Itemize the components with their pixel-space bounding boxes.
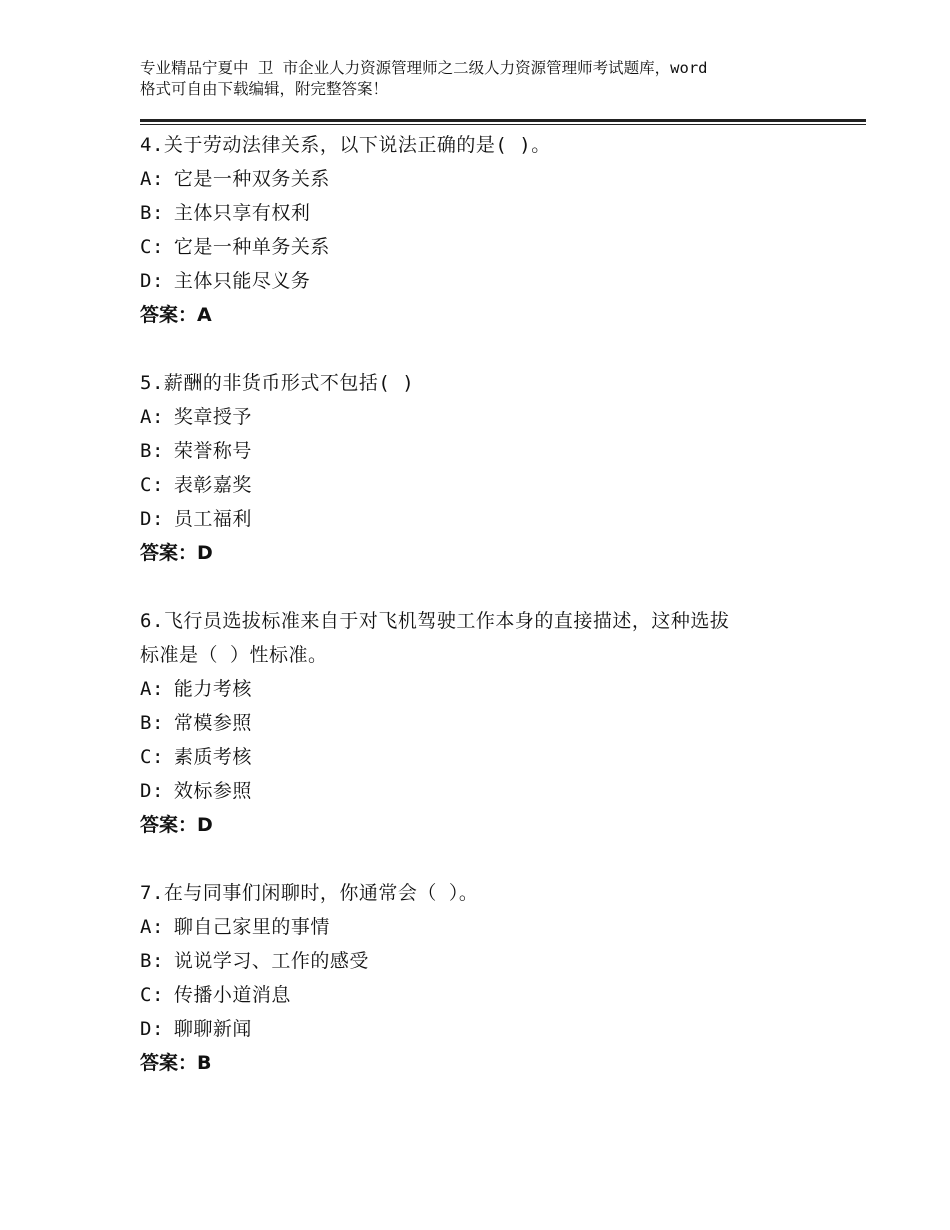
- option-separator: :: [151, 780, 164, 802]
- option-text: 素质考核: [173, 746, 252, 768]
- question-stem: 标准是（ ）性标准。: [140, 644, 328, 666]
- option-text: 它是一种双务关系: [173, 168, 330, 190]
- answer-option: [140, 468, 866, 502]
- answer-option: [140, 162, 866, 196]
- option-key: C: [140, 236, 152, 258]
- option-text: 常模参照: [173, 712, 252, 734]
- option-key: C: [140, 746, 152, 768]
- question-item: [140, 604, 866, 842]
- option-separator: :: [151, 746, 164, 768]
- option-text: 说说学习、工作的感受: [173, 950, 369, 972]
- option-separator: :: [151, 508, 164, 530]
- answer-option: [140, 502, 866, 536]
- answer-option: [140, 672, 866, 706]
- question-item: [140, 366, 866, 570]
- option-separator: :: [151, 270, 164, 292]
- answer-label: 答案：: [140, 1052, 198, 1074]
- option-key: D: [140, 780, 152, 802]
- option-key: B: [140, 440, 152, 462]
- answer-line: [140, 1046, 866, 1080]
- option-key: A: [140, 916, 152, 938]
- answer-option: [140, 944, 866, 978]
- question-list: [140, 128, 866, 1114]
- option-separator: :: [151, 678, 164, 700]
- option-key: C: [140, 474, 152, 496]
- answer-option: [140, 1012, 866, 1046]
- option-text: 员工福利: [173, 508, 252, 530]
- option-text: 效标参照: [173, 780, 252, 802]
- option-separator: :: [151, 406, 164, 428]
- answer-label: 答案：: [140, 304, 198, 326]
- option-separator: :: [151, 168, 164, 190]
- option-text: 聊聊新闻: [173, 1018, 252, 1040]
- option-text: 荣誉称号: [173, 440, 252, 462]
- answer-option: [140, 196, 866, 230]
- answer-line: [140, 536, 866, 570]
- option-text: 传播小道消息: [173, 984, 291, 1006]
- option-separator: :: [151, 474, 164, 496]
- answer-label: 答案：: [140, 814, 198, 836]
- option-key: B: [140, 950, 152, 972]
- option-separator: :: [151, 950, 164, 972]
- option-separator: :: [151, 440, 164, 462]
- header-divider-thin: [140, 124, 866, 125]
- answer-option: [140, 774, 866, 808]
- option-key: B: [140, 202, 152, 224]
- answer-option: [140, 400, 866, 434]
- option-text: 主体只享有权利: [173, 202, 311, 224]
- option-text: 能力考核: [173, 678, 252, 700]
- question-item: [140, 876, 866, 1080]
- answer-value: B: [197, 1052, 212, 1074]
- option-key: A: [140, 678, 152, 700]
- option-key: A: [140, 168, 152, 190]
- option-text: 聊自己家里的事情: [173, 916, 330, 938]
- header-divider-thick: [140, 119, 866, 122]
- option-separator: :: [151, 916, 164, 938]
- question-stem: 4.关于劳动法律关系，以下说法正确的是( )。: [140, 134, 551, 156]
- answer-line: [140, 808, 866, 842]
- option-separator: :: [151, 236, 164, 258]
- answer-value: A: [197, 304, 212, 326]
- option-key: D: [140, 1018, 152, 1040]
- document-header: [140, 58, 830, 100]
- option-text: 它是一种单务关系: [173, 236, 330, 258]
- option-key: D: [140, 508, 152, 530]
- option-separator: :: [151, 1018, 164, 1040]
- option-key: C: [140, 984, 152, 1006]
- option-key: A: [140, 406, 152, 428]
- answer-value: D: [197, 814, 213, 836]
- answer-option: [140, 740, 866, 774]
- option-text: 主体只能尽义务: [173, 270, 311, 292]
- answer-option: [140, 706, 866, 740]
- header-line-1: 专业精品宁夏中 卫 市企业人力资源管理师之二级人力资源管理师考试题库，word: [140, 59, 708, 77]
- answer-option: [140, 230, 866, 264]
- option-key: B: [140, 712, 152, 734]
- header-line-2: 格式可自由下载编辑，附完整答案！: [140, 80, 389, 98]
- option-text: 奖章授予: [173, 406, 252, 428]
- answer-option: [140, 434, 866, 468]
- option-key: D: [140, 270, 152, 292]
- option-separator: :: [151, 202, 164, 224]
- answer-value: D: [197, 542, 213, 564]
- answer-option: [140, 910, 866, 944]
- question-stem: 6.飞行员选拔标准来自于对飞机驾驶工作本身的直接描述，这种选拔: [140, 610, 730, 632]
- option-text: 表彰嘉奖: [173, 474, 252, 496]
- question-stem: 7.在与同事们闲聊时，你通常会（ ）。: [140, 882, 479, 904]
- question-stem: 5.薪酬的非货币形式不包括( ): [140, 372, 415, 394]
- option-separator: :: [151, 712, 164, 734]
- answer-option: [140, 978, 866, 1012]
- answer-label: 答案：: [140, 542, 198, 564]
- answer-option: [140, 264, 866, 298]
- option-separator: :: [151, 984, 164, 1006]
- answer-line: [140, 298, 866, 332]
- question-item: [140, 128, 866, 332]
